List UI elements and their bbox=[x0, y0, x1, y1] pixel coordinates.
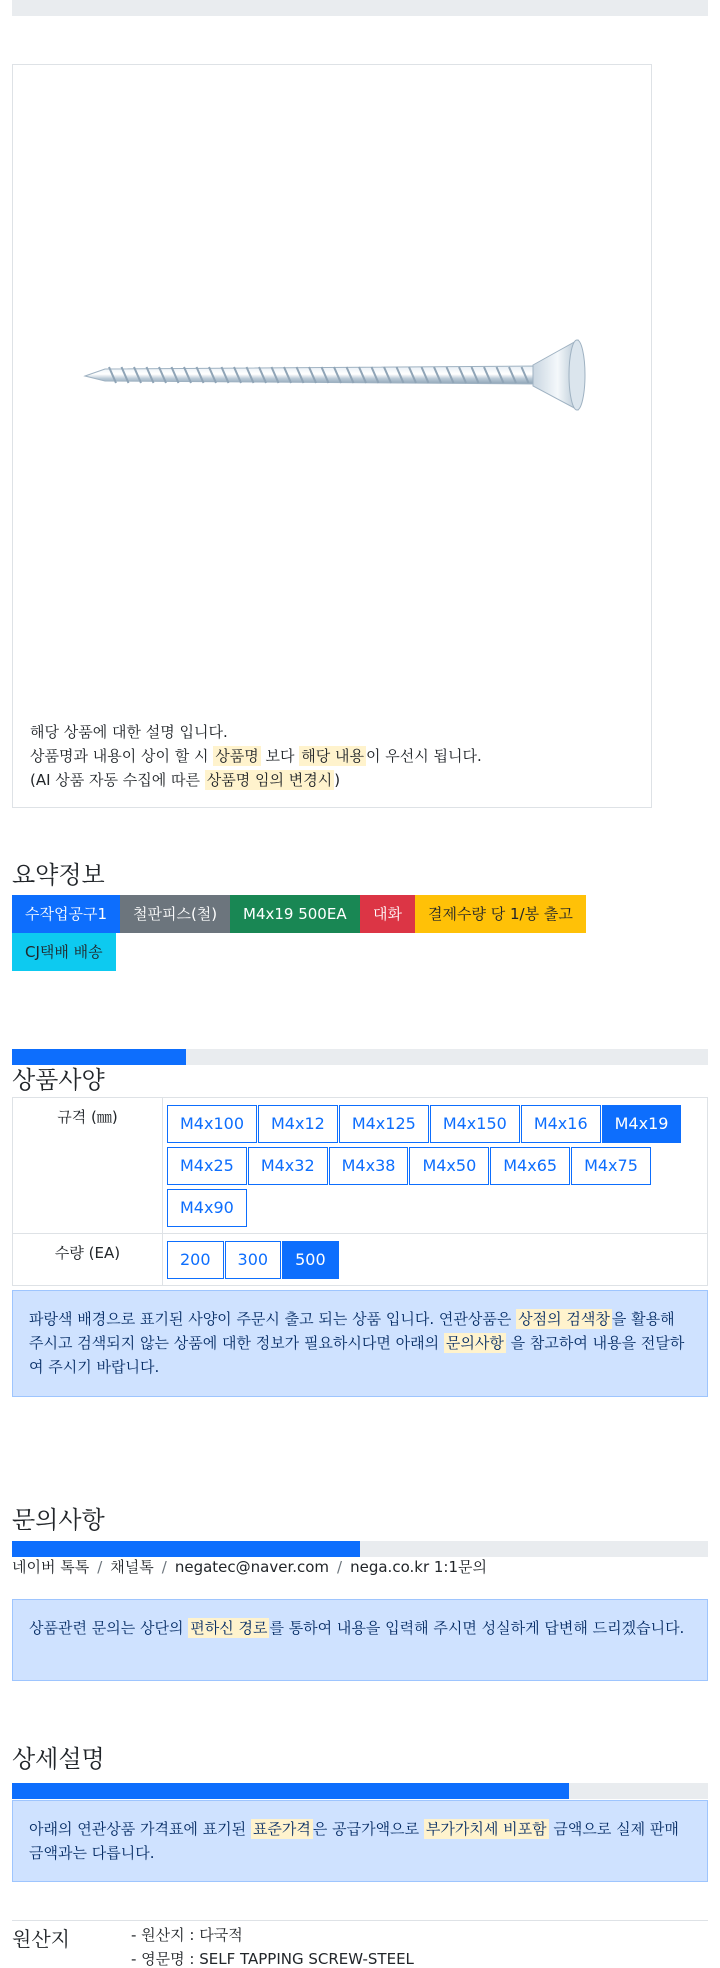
size-option-button[interactable]: M4x50 bbox=[409, 1147, 489, 1185]
size-option-button[interactable]: M4x125 bbox=[339, 1105, 429, 1143]
inquiry-notice bbox=[12, 1599, 708, 1681]
desc-line-1: 해당 상품에 대한 설명 입니다. bbox=[30, 723, 228, 741]
desc-text: 이 우선시 됩니다. bbox=[365, 747, 482, 765]
desc-text: 보다 bbox=[260, 747, 300, 765]
contact-link[interactable]: negatec@naver.com bbox=[174, 1558, 330, 1576]
desc-highlight: 상품명 임의 변경시 bbox=[206, 771, 333, 789]
spec-table bbox=[12, 1097, 708, 1286]
spec-row-qty bbox=[13, 1234, 708, 1286]
contact-link[interactable]: 네이버 톡톡 bbox=[12, 1558, 90, 1576]
size-label: 규격 (㎜) bbox=[13, 1098, 163, 1234]
product-image-frame bbox=[12, 64, 652, 808]
contact-separator: / bbox=[161, 1558, 167, 1576]
detail-progress-bar bbox=[12, 1783, 708, 1799]
qty-option-button[interactable]: 200 bbox=[167, 1241, 224, 1279]
size-option-button[interactable]: M4x19 bbox=[602, 1105, 682, 1143]
summary-badge: 대화 bbox=[360, 895, 415, 933]
size-option-button[interactable]: M4x25 bbox=[167, 1147, 247, 1185]
desc-highlight: 상품명 bbox=[215, 747, 259, 765]
size-option-button[interactable]: M4x65 bbox=[490, 1147, 570, 1185]
summary-badge: M4x19 500EA bbox=[230, 895, 360, 933]
notice-text: 상품관련 문의는 상단의 bbox=[29, 1619, 189, 1637]
top-strip bbox=[12, 0, 708, 16]
spec-heading: 상품사양 bbox=[12, 1066, 105, 1094]
size-option-button[interactable]: M4x16 bbox=[521, 1105, 601, 1143]
contact-separator: / bbox=[337, 1558, 343, 1576]
origin-english-name: - 영문명 : SELF TAPPING SCREW-STEEL bbox=[131, 1950, 414, 1968]
notice-text: 은 공급가액으로 bbox=[312, 1820, 424, 1838]
inquiry-heading: 문의사항 bbox=[12, 1506, 105, 1534]
contact-links bbox=[12, 1556, 487, 1577]
notice-highlight: 편하신 경로 bbox=[190, 1619, 268, 1637]
contact-link[interactable]: 채널톡 bbox=[110, 1558, 154, 1576]
notice-highlight: 부가가치세 비포함 bbox=[425, 1820, 547, 1838]
notice-highlight: 상점의 검색창 bbox=[518, 1310, 610, 1328]
inquiry-progress-fill bbox=[12, 1541, 360, 1557]
contact-separator: / bbox=[97, 1558, 103, 1576]
screw-image bbox=[13, 65, 651, 807]
spec-progress-bar bbox=[12, 1049, 708, 1065]
inquiry-progress-bar bbox=[12, 1541, 708, 1557]
qty-options bbox=[167, 1241, 703, 1283]
desc-highlight: 해당 내용 bbox=[301, 747, 364, 765]
size-option-button[interactable]: M4x32 bbox=[248, 1147, 328, 1185]
summary-badge: 결제수량 당 1/봉 출고 bbox=[415, 895, 586, 933]
origin-section bbox=[12, 1920, 708, 1968]
notice-highlight: 표준가격 bbox=[252, 1820, 311, 1838]
desc-text: ) bbox=[334, 771, 341, 789]
notice-text: 을 참고하여 내용을 전달하여 주시기 바랍니다. bbox=[29, 1334, 685, 1376]
notice-text: 를 통하여 내용을 입력해 주시면 성실하게 답변해 드리겠습니다. bbox=[269, 1619, 685, 1637]
origin-country: - 원산지 : 다국적 bbox=[131, 1926, 243, 1944]
size-option-button[interactable]: M4x75 bbox=[571, 1147, 651, 1185]
size-options-cell bbox=[163, 1098, 708, 1234]
desc-text: 상품명과 내용이 상이 할 시 bbox=[30, 747, 214, 765]
summary-badge: 수작업공구1 bbox=[12, 895, 120, 933]
notice-text: 아래의 연관상품 가격표에 표기된 bbox=[29, 1820, 251, 1838]
notice-text: 파랑색 배경으로 표기된 사양이 주문시 출고 되는 상품 입니다. 연관상품은 bbox=[29, 1310, 517, 1328]
summary-badge: 철판피스(철) bbox=[120, 895, 230, 933]
spec-notice bbox=[12, 1290, 708, 1397]
desc-line-2 bbox=[30, 744, 640, 768]
desc-line-3 bbox=[30, 768, 640, 792]
product-image-description bbox=[30, 720, 640, 792]
detail-heading: 상세설명 bbox=[12, 1745, 105, 1773]
size-option-button[interactable]: M4x12 bbox=[258, 1105, 338, 1143]
notice-highlight: 문의사항 bbox=[445, 1334, 504, 1352]
notice-text: 을 활용해 주시고 검색되지 않는 상품에 대한 정보가 필요하시다면 아래의 bbox=[29, 1310, 675, 1352]
contact-link[interactable]: nega.co.kr 1:1문의 bbox=[350, 1558, 487, 1576]
detail-notice bbox=[12, 1800, 708, 1882]
qty-option-button[interactable]: 500 bbox=[282, 1241, 339, 1279]
size-option-button[interactable]: M4x100 bbox=[167, 1105, 257, 1143]
size-options bbox=[167, 1105, 703, 1231]
size-option-button[interactable]: M4x38 bbox=[329, 1147, 409, 1185]
notice-text: 금액으로 실제 판매금액과는 다릅니다. bbox=[29, 1820, 679, 1862]
size-option-button[interactable]: M4x90 bbox=[167, 1189, 247, 1227]
origin-lines bbox=[131, 1923, 414, 1968]
summary-badge: CJ택배 배송 bbox=[12, 933, 116, 971]
desc-text: (AI 상품 자동 수집에 따른 bbox=[30, 771, 205, 789]
qty-options-cell bbox=[163, 1234, 708, 1286]
spec-row-size bbox=[13, 1098, 708, 1234]
qty-option-button[interactable]: 300 bbox=[225, 1241, 282, 1279]
detail-progress-fill bbox=[12, 1783, 569, 1799]
origin-title: 원산지 bbox=[12, 1927, 70, 1951]
qty-label: 수량 (EA) bbox=[13, 1234, 163, 1286]
size-option-button[interactable]: M4x150 bbox=[430, 1105, 520, 1143]
summary-heading: 요약정보 bbox=[12, 861, 105, 889]
